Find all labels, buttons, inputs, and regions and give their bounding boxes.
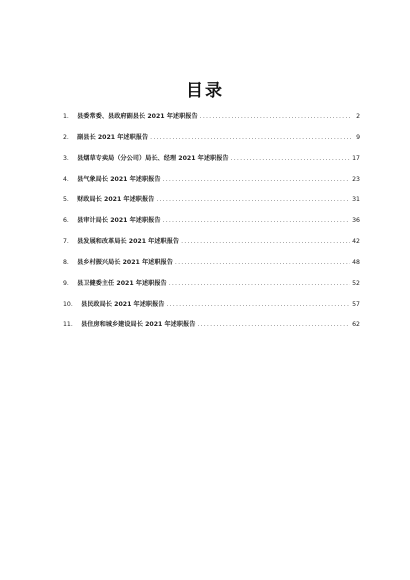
toc-entry[interactable] <box>63 300 360 321</box>
toc-entry[interactable] <box>63 175 360 196</box>
toc-entry-number: 11． <box>63 321 78 329</box>
dot-leader <box>200 112 351 122</box>
dot-leader <box>163 216 351 226</box>
toc-entry[interactable] <box>63 237 360 258</box>
toc-entry-number: 9． <box>63 279 74 287</box>
toc-entry[interactable] <box>63 279 360 300</box>
toc-entry-number: 2． <box>63 133 74 141</box>
dot-leader <box>169 279 350 289</box>
toc-entry[interactable] <box>63 258 360 279</box>
toc-entry-number: 5． <box>63 196 74 204</box>
toc-entry-page: 42 <box>352 238 360 246</box>
toc-entry-number: 7． <box>63 238 74 246</box>
dot-leader <box>150 133 351 143</box>
toc-entry-page: 62 <box>352 321 360 329</box>
dot-leader <box>181 237 350 247</box>
toc-entry-title: 县民政局长 2021 年述职报告 <box>81 300 165 308</box>
dot-leader <box>156 195 350 205</box>
toc-entry-page: 31 <box>352 196 360 204</box>
toc-entry[interactable] <box>63 133 360 154</box>
toc-entry-title: 县委常委、县政府副县长 2021 年述职报告 <box>77 113 198 120</box>
toc-entry-number: 6． <box>63 217 74 225</box>
toc-entry-title: 县发展和改革局长 2021 年述职报告 <box>77 238 180 246</box>
toc-entry-number: 10． <box>63 300 78 308</box>
toc-entry-page: 57 <box>352 300 360 308</box>
toc-entry-number: 8． <box>63 258 74 266</box>
toc-entry-page: 52 <box>352 279 360 287</box>
toc-entry-page: 2 <box>356 113 360 120</box>
dot-leader <box>231 154 351 164</box>
dot-leader <box>163 175 351 185</box>
toc-entry-page: 23 <box>352 175 360 183</box>
toc-entry-title: 县乡村振兴局长 2021 年述职报告 <box>77 258 173 266</box>
toc-entry-number: 3． <box>63 154 74 162</box>
toc-entry[interactable] <box>63 216 360 237</box>
toc-entry-title: 县卫健委主任 2021 年述职报告 <box>77 279 167 287</box>
dot-leader <box>175 258 350 268</box>
toc-entry-number: 4． <box>63 175 74 183</box>
toc-entry-title: 县烟草专卖局（分公司）局长、经理 2021 年述职报告 <box>77 154 229 162</box>
toc-entry[interactable] <box>63 320 360 341</box>
toc-entry-title: 财政局长 2021 年述职报告 <box>77 196 155 204</box>
toc-entry[interactable] <box>63 154 360 175</box>
toc-entry-title: 县审计局长 2021 年述职报告 <box>77 217 161 225</box>
toc-entry-title: 县住房和城乡建设局长 2021 年述职报告 <box>81 321 196 329</box>
toc-entry-title: 副县长 2021 年述职报告 <box>77 133 149 141</box>
toc-entry-page: 17 <box>352 154 360 162</box>
toc-entry-page: 48 <box>352 258 360 266</box>
dot-leader <box>197 320 350 330</box>
toc-title: 目录 <box>186 81 224 101</box>
toc-entry-page: 9 <box>356 133 360 141</box>
toc-entry[interactable] <box>63 112 360 133</box>
toc-entry-title: 县气象局长 2021 年述职报告 <box>77 175 161 183</box>
toc-list <box>63 112 360 341</box>
toc-entry-number: 1． <box>63 113 74 120</box>
dot-leader <box>166 300 350 310</box>
toc-entry[interactable] <box>63 195 360 216</box>
toc-entry-page: 36 <box>352 217 360 225</box>
